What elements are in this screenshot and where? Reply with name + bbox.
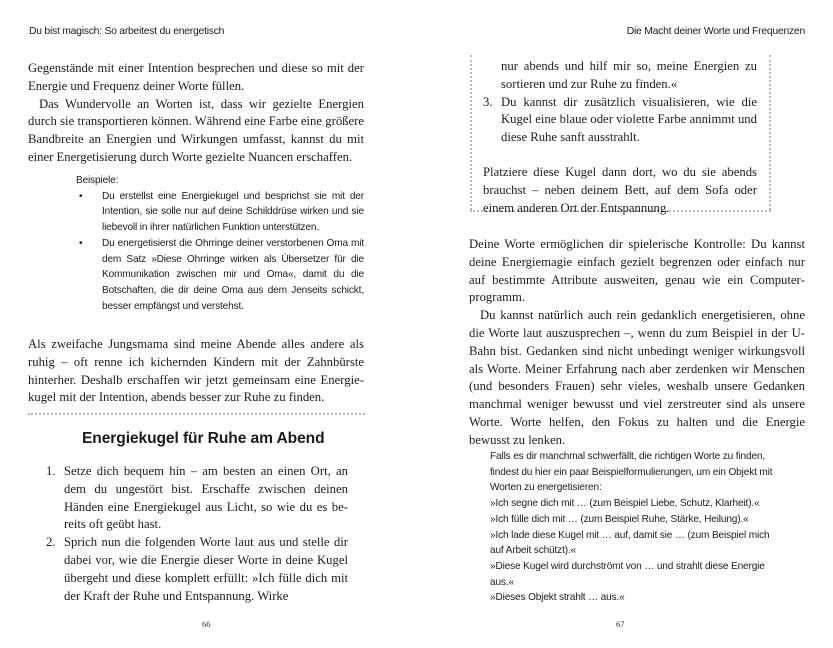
list-item-text: Du erstellst eine Energiekugel und besprichst sie mit der Intention, sie solle nur auf deine Schilddrüse wirken und sie liebevoll in ihrer natürlichen Funktion unterstützen.: [102, 190, 364, 234]
sample-line: »Dieses Objekt strahlt … aus.«: [490, 592, 625, 604]
bullet-icon: •: [79, 237, 83, 249]
list-item: [46, 534, 348, 605]
examples-label: Beispiele:: [76, 175, 119, 186]
sample-line: »Diese Kugel wird durchströmt von … und strahlt diese Energie aus.«: [490, 560, 765, 588]
steps-list-continued: [483, 58, 757, 147]
list-item-text: Du energetisierst die Ohrringe deiner verstorbenen Oma mit dem Satz »Diese Ohrringe wirken als Übersetzer für die Kommunikation zwischen mir und Oma«, damit du die Botschaften, die dir deine Oma aus dem Jenseits schickt, besser empfängst und verstehst.: [102, 237, 364, 312]
box-closing-text: Platziere diese Kugel dann dort, wo du sie abends brauchst – neben deinem Bett, auf dem Sofa oder einem anderen Ort der Entspannung.: [483, 164, 757, 215]
sample-phrases-block: [490, 449, 784, 606]
left-page: [0, 0, 416, 648]
right-body-text: [469, 236, 805, 450]
examples-block: [76, 173, 364, 314]
step-number: 1.: [46, 464, 56, 478]
right-page: [417, 0, 833, 648]
list-item: [483, 94, 757, 147]
box-continued: [483, 58, 757, 217]
running-head-right: Die Macht deiner Worte und Frequenzen: [626, 26, 805, 37]
paragraph: Deine Worte ermöglichen dir spielerische Kontrolle: Du kannst deine Energiemagie einfach gezielt begrenzen oder einfach nur auf bestimmte Attribute ausweiten, genau wie ein Computerprogramm.: [469, 237, 805, 305]
box-top-dotted-border: [28, 413, 365, 415]
bullet-icon: •: [79, 190, 83, 202]
step-text: Setze dich bequem hin – am besten an einen Ort, an dem du ungestört bist. Erschaffe zwischen deinen Händen eine Energiekugel aus Licht, so wie du es bereits oft geübt hast.: [64, 464, 348, 532]
step-text: Du kannst dir zusätzlich visualisieren, wie die Kugel eine blaue oder violette Farbe annimmt und diese Ruhe sanft ausstrahlt.: [501, 94, 757, 145]
paragraph: Als zweifache Jungsmama sind meine Abende alles andere als ruhig – oft renne ich kichernden Kindern mit der Zahnbürste hinterher. Deshalb erschaffen wir jetzt gemeinsam eine Energiekugel mit der Intention, abends besser zur Ruhe zu finden.: [28, 337, 364, 405]
paragraph: Du kannst natürlich auch rein gedanklich energetisieren, ohne die Worte laut auszusprechen –, wenn du zum Beispiel in der U-Bahn bist. Gedanken sind nicht unbedingt weniger wirkungsvoll als Worte. Meiner Erfahrung nach aber zerdenken wir Menschen (und besonders Frauen) sehr vieles, weshalb unsere Gedanken manchmal weniger bewusst und viel zerstreuter sind als unsere Worte. Worte helfen, den Fokus zu halten und die Energie bewusst zu lenken.: [469, 308, 805, 447]
list-item: [483, 58, 757, 94]
list-item: [76, 236, 364, 315]
step-number: 3.: [483, 94, 493, 109]
paragraph: Gegenstände mit einer Intention besprechen und diese so mit der Energie und Frequenz deiner Worte füllen.: [28, 61, 364, 93]
sample-line: »Ich fülle dich mit … (zum Beispiel Ruhe, Stärke, Heilung).«: [490, 513, 749, 525]
box-steps: [46, 463, 348, 605]
left-body-text: [28, 60, 364, 167]
box-right-dotted-border: [769, 55, 771, 210]
page-number-left: 66: [202, 619, 211, 629]
sample-line: »Ich lade diese Kugel mit … auf, damit sie … (zum Beispiel mich auf Arbeit schützt).«: [490, 529, 770, 557]
step-number: 2.: [46, 535, 56, 550]
sample-intro: Falls es dir manchmal schwerfällt, die richtigen Worte zu finden, findest du hier ein paar Beispielformulierungen, um ein Objekt mit Worten zu energetisieren:: [490, 451, 773, 494]
list-item: [76, 189, 364, 236]
sample-line: »Ich segne dich mit … (zum Beispiel Liebe, Schutz, Klarheit).«: [490, 498, 760, 510]
step-text: Sprich nun die folgenden Worte laut aus und stelle dir dabei vor, wie die Energie dieser Worte in deine Kugel übergeht und diese komplett erfüllt: »Ich fülle dich mit der Kraft der Ruhe und Entspannung. Wirke: [64, 535, 348, 603]
running-head-left: Du bist magisch: So arbeitest du energetisch: [29, 26, 225, 37]
page-number-right: 67: [616, 619, 625, 629]
box-title: Energiekugel für Ruhe am Abend: [82, 430, 325, 447]
list-item: [46, 463, 348, 534]
steps-list: [46, 463, 348, 605]
examples-list: [76, 189, 364, 315]
left-body-text-2: [28, 336, 364, 407]
paragraph: Das Wundervolle an Worten ist, dass wir gezielte Energien durch sie transportieren können. Während eine Farbe eine größere Bandbreite an Energien und Wirkungen umfasst, kannst du mit einer Energetisierung durch Worte gezielte Nuancen erschaffen.: [28, 96, 364, 164]
box-left-dotted-border: [470, 55, 472, 210]
step-text: nur abends und hilf mir so, meine Energien zu sortieren und zur Ruhe zu finden.«: [501, 59, 757, 91]
